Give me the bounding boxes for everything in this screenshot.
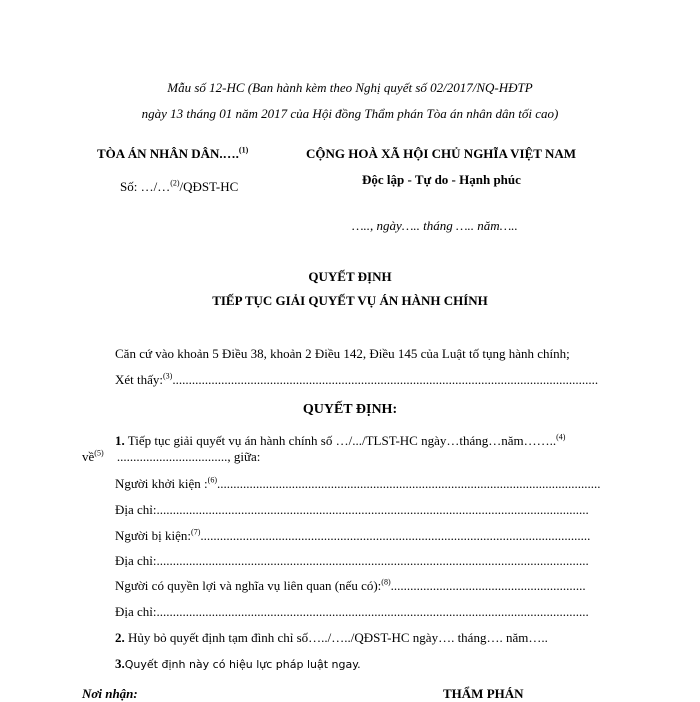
document-title: QUYẾT ĐỊNH (308, 269, 392, 284)
party-blank: ..................................................................................................................................... (156, 604, 589, 619)
recipients-label: Nơi nhận: (82, 686, 138, 701)
footnote-3: (3) (163, 372, 173, 381)
court-name-text: TÒA ÁN NHÂN DÂN.…. (97, 146, 239, 161)
party-label: Người khởi kiện : (115, 476, 208, 491)
national-title: CỘNG HOÀ XÃ HỘI CHỦ NGHĨA VIỆT NAM (306, 146, 577, 161)
consideration-label: Xét thấy: (115, 372, 164, 387)
legal-basis: Căn cứ vào khoản 5 Điều 38, khoản 2 Điều 142, Điều 145 của Luật tố tụng hành chính; (115, 346, 570, 361)
footnote-8: (8) (381, 578, 391, 587)
footnote-1: (1) (238, 145, 249, 155)
form-reference-line2: ngày 13 tháng 01 năm 2017 của Hội đồng Thẩm phán Tòa án nhân dân tối cao) (141, 106, 559, 121)
footnote-6: (6) (207, 476, 217, 485)
party-label: Người có quyền lợi và nghĩa vụ liên quan (nếu có): (115, 578, 382, 593)
document-subtitle: TIẾP TỤC GIẢI QUYẾT VỤ ÁN HÀNH CHÍNH (212, 293, 488, 308)
item-2-text: Hủy bỏ quyết định tạm đình chỉ số…../…../QĐST-HC ngày…. tháng…. năm….. (128, 630, 548, 645)
item-3-text: Quyết định này có hiệu lực pháp luật ngay. (124, 658, 361, 671)
item-2-line (115, 630, 548, 646)
decision-number-prefix: Số: …/… (120, 179, 171, 194)
party-label: Địa chỉ: (115, 553, 157, 568)
party-blank: ..................................................................................................................................... (156, 553, 589, 568)
party-label: Người bị kiện: (115, 528, 192, 543)
item-3-number: 3. (115, 656, 125, 671)
item-1-subject-line (82, 449, 260, 465)
party-defendant (115, 528, 601, 544)
party-blank: ..................................................................................................................................... (156, 502, 589, 517)
consideration-line (115, 372, 605, 388)
item-3-line (115, 656, 361, 672)
item-1-number: 1. (115, 433, 125, 448)
consideration-blank: ................................................................................................................................... (172, 372, 599, 387)
item-1-subject-prefix: về (82, 449, 95, 464)
decision-number-suffix: /QĐST-HC (179, 179, 239, 194)
item-1-text: Tiếp tục giải quyết vụ án hành chính số …/.../TLST-HC ngày…tháng…năm…….. (127, 433, 557, 448)
decision-heading: QUYẾT ĐỊNH: (302, 402, 398, 417)
decision-number (120, 179, 238, 195)
party-blank: ...................................................................................................................... (216, 476, 601, 491)
party-defendant-address (115, 553, 601, 569)
footnote-4: (4) (556, 432, 566, 442)
party-plaintiff (115, 476, 601, 492)
item-2-number: 2. (115, 630, 125, 645)
judge-signature-title: THẨM PHÁN (443, 686, 524, 701)
footnote-2: (2) (170, 178, 180, 188)
party-plaintiff-address (115, 502, 601, 518)
party-related (115, 578, 601, 594)
party-related-address (115, 604, 601, 620)
party-label: Địa chỉ: (115, 604, 157, 619)
form-reference-line1: Mẫu số 12-HC (Ban hành kèm theo Nghị quyết số 02/2017/NQ-HĐTP (167, 80, 533, 95)
party-blank: ........................................................................................................................ (200, 528, 591, 543)
item-1-subject-blank: .................................., giữa: (116, 449, 261, 464)
party-label: Địa chỉ: (115, 502, 157, 517)
place-date-line: ….., ngày….. tháng ….. năm….. (352, 218, 518, 233)
court-name (97, 146, 248, 162)
footnote-5: (5) (94, 448, 104, 458)
item-1-line (115, 433, 565, 449)
national-motto: Độc lập - Tự do - Hạnh phúc (362, 172, 521, 187)
party-blank: ............................................................ (390, 578, 586, 593)
footnote-7: (7) (191, 528, 201, 537)
